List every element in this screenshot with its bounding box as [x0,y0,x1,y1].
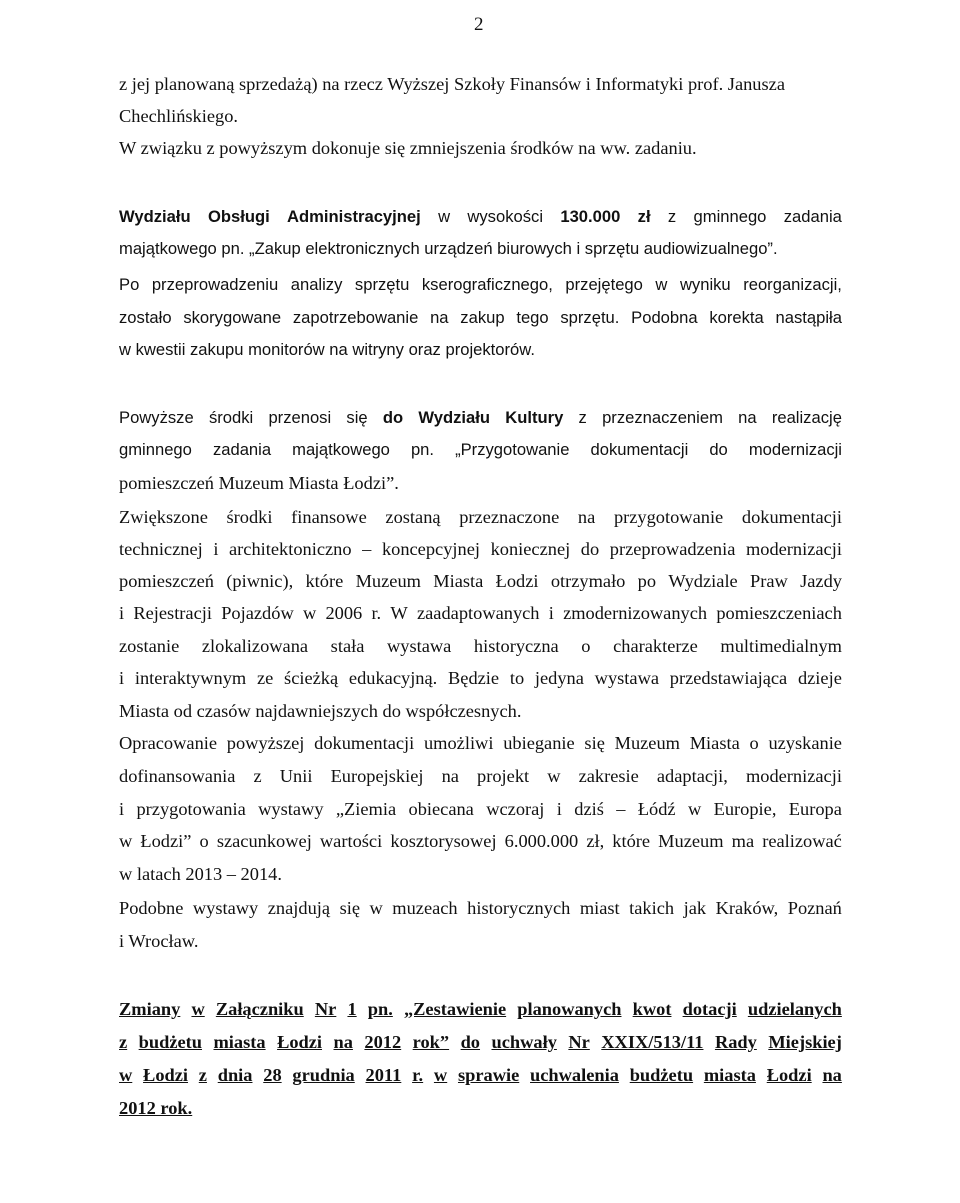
word: w [119,831,133,851]
word: multimedialnym [720,636,842,656]
word: w [369,898,383,918]
word: planowanych [517,999,622,1019]
text-line [119,896,842,920]
word: ze [256,668,274,688]
word: pn. [367,999,393,1019]
line-text: W związku z powyższym dokonuje się zmniejszenia środków na ww. zadaniu. [119,138,697,158]
word: modernizacji [745,766,842,786]
word: z [119,1032,128,1052]
word: Zwiększone [119,507,208,527]
line-text: pomieszczeń Muzeum Miasta Łodzi”. [119,473,399,493]
word: umożliwi [423,733,494,753]
word: Muzeum [658,831,724,851]
word: Łodzi [277,1032,323,1052]
word: Nr [568,1032,590,1052]
word: sprawie [457,1065,520,1085]
text-line [119,666,842,690]
word: i [213,539,219,559]
word: muzeach [392,898,458,918]
word: jedyna [534,668,584,688]
word: jak [683,898,707,918]
word: przeznaczone [459,507,560,527]
word: miasta [213,1032,266,1052]
word: historycznych [467,898,571,918]
word: zł [637,207,651,226]
word: zakup [460,308,505,327]
word: się [339,898,360,918]
line-text: majątkowego pn. „Zakup elektronicznych urządzeń biurowych i sprzętu audiowizualnego”. [119,239,778,258]
word: i [119,799,125,819]
word: wartości [319,831,383,851]
word: z [667,207,677,226]
word: wystawa [386,636,452,656]
text-line [119,731,842,755]
word: r. [371,603,382,623]
word: korekta [709,308,764,327]
word: zostało [119,308,172,327]
word: Administracyjnej [287,207,421,226]
word: „Ziemia [335,799,397,819]
word: – [362,539,372,559]
word: stała [330,636,365,656]
word: na [738,408,757,427]
text-line [119,72,842,96]
word: koncepcyjnej [381,539,480,559]
word: środki [208,408,254,427]
word: obiecana [408,799,474,819]
word: Łodzi [495,571,539,591]
word: przeznaczeniem [602,408,723,427]
text-line [119,104,842,128]
word: Wydziale [668,571,738,591]
word: technicznej [119,539,203,559]
text-line [119,601,842,625]
word: Będzie [448,668,500,688]
line-text: i Wrocław. [119,931,199,951]
heading-line [119,1096,842,1120]
word: miast [579,898,620,918]
word: o [581,636,591,656]
word: XXIX/513/11 [601,1032,704,1052]
word: środki [226,507,273,527]
word: udzielanych [747,999,842,1019]
word: kserograficznego, [421,275,553,294]
word: i [556,799,562,819]
word: Zmiany [119,999,181,1019]
word: przeprowadzenia [609,539,736,559]
word: majątkowego [292,440,390,459]
line-text: Miasta od czasów najdawniejszych do współczesnych. [119,701,522,721]
word: koniecznej [490,539,571,559]
word: dzieje [797,668,842,688]
word: w [687,799,702,819]
word: 6.000.000 [504,831,579,851]
word: realizację [771,408,842,427]
word: zostanie [119,636,180,656]
word: analizy [290,275,343,294]
text-line [119,306,842,330]
word: z [578,408,587,427]
line-text: Chechlińskiego. [119,106,239,126]
word: dokumentacji [314,733,415,753]
word: Poznań [787,898,842,918]
word: Łodzi” [140,831,192,851]
word: do [580,539,600,559]
text-line [119,273,842,297]
word: i [548,603,554,623]
word: Rady [714,1032,757,1052]
word: Łódź [637,799,676,819]
word: dofinansowania [119,766,236,786]
word: zostaną [385,507,441,527]
word: r. [412,1065,424,1085]
heading-line [119,1030,842,1054]
word: pomieszczeń [119,571,214,591]
word: budżetu [629,1065,694,1085]
word: na [577,507,596,527]
word: ubieganie [503,733,575,753]
text-line [119,136,842,160]
word: na [333,1032,353,1052]
word: w [438,207,451,226]
word: tego [516,308,549,327]
line-text: z jej planowaną sprzedażą) na rzecz Wyższej Szkoły Finansów i Informatyki prof. Janusza [119,74,785,94]
word: Wydziału [418,408,490,427]
word: 2012 [364,1032,402,1052]
heading-line [119,1063,842,1087]
word: zakresie [578,766,639,786]
word: przenosi [268,408,332,427]
word: gminnego [693,207,767,226]
word: Kraków, [715,898,779,918]
word: Praw [750,571,788,591]
word: (piwnic), [226,571,294,591]
word: wyniku [679,275,731,294]
word: otrzymało [550,571,626,591]
word: o [749,733,759,753]
word: w [547,766,561,786]
word: Obsługi [207,207,270,226]
word: wysokości [467,207,544,226]
word: – [616,799,626,819]
word: do [382,408,404,427]
word: modernizacji [748,440,842,459]
word: rok” [412,1032,450,1052]
word: przygotowanie [613,507,724,527]
word: Po [119,275,140,294]
line-text: w latach 2013 – 2014. [119,864,282,884]
word: charakterze [613,636,698,656]
word: dziś [574,799,604,819]
word: Nr [314,999,337,1019]
word: grudnia [292,1065,355,1085]
word: w [655,275,668,294]
word: które [305,571,344,591]
word: gminnego [119,440,192,459]
word: Miejskiej [768,1032,842,1052]
word: to [509,668,525,688]
word: z [253,766,262,786]
word: zmodernizowanych [563,603,708,623]
word: miasta [703,1065,756,1085]
text-line [119,764,842,788]
word: uchwalenia [530,1065,619,1085]
word: adaptacji, [656,766,728,786]
word: nastąpiła [775,308,842,327]
word: dokumentacji [741,507,842,527]
word: Kultury [505,408,564,427]
word: zlokalizowana [201,636,309,656]
text-line [119,699,842,723]
word: uchwały [491,1032,557,1052]
word: Unii [279,766,313,786]
word: Europie, [713,799,777,819]
word: Muzeum [614,733,680,753]
word: realizować [762,831,842,851]
word: w [191,999,205,1019]
word: do [460,1032,481,1052]
word: 2006 [325,603,363,623]
word: interaktywnym [134,668,247,688]
word: 2011 [365,1065,402,1085]
word: Pojazdów [221,603,294,623]
word: takich [629,898,675,918]
word: Łodzi [766,1065,812,1085]
word: Muzeum [355,571,421,591]
word: na [430,308,449,327]
word: reorganizacji, [743,275,842,294]
text-line [119,338,842,362]
word: zadania [783,207,842,226]
word: Europejskiej [330,766,424,786]
word: Podobne [119,898,184,918]
word: „Zestawienie [403,999,507,1019]
word: przygotowania [136,799,246,819]
text-line [119,406,842,430]
word: na [822,1065,842,1085]
word: w [119,1065,133,1085]
word: i [119,603,125,623]
text-line [119,237,842,261]
text-line [119,471,842,495]
word: Europa [788,799,842,819]
word: Podobna [631,308,698,327]
word: sprzętu [354,275,410,294]
word: po [637,571,657,591]
word: Wydziału [119,207,191,226]
word: pn. [410,440,435,459]
word: znajdują [267,898,331,918]
text-line [119,438,842,462]
text-line [119,829,842,853]
word: Załączniku [215,999,304,1019]
word: Miasta [689,733,740,753]
line-text: 2012 rok. [119,1098,193,1118]
word: do [709,440,728,459]
word: wystawa [594,668,660,688]
word: architektoniczno [229,539,352,559]
word: pomieszczeniach [716,603,842,623]
word: zadania [212,440,272,459]
word: dokumentacji [590,440,689,459]
word: szacunkowej [216,831,312,851]
word: o [199,831,209,851]
word: Jazdy [800,571,842,591]
text-line [119,797,842,821]
word: modernizacji [745,539,842,559]
word: finansowe [291,507,367,527]
word: dotacji [682,999,737,1019]
word: budżetu [138,1032,203,1052]
heading-line [119,997,842,1021]
text-line [119,929,842,953]
word: w [302,603,317,623]
word: przeprowadzeniu [151,275,279,294]
word: W [390,603,408,623]
word: projekt [477,766,530,786]
word: na [441,766,459,786]
word: Powyższe [119,408,194,427]
word: Miasta [433,571,484,591]
word: Łodzi [143,1065,189,1085]
line-text: w kwestii zakupu monitorów na witryny oraz projektorów. [119,340,535,359]
word: skorygowane [183,308,282,327]
word: zapotrzebowanie [292,308,419,327]
word: które [612,831,651,851]
word: i [119,668,125,688]
word: 130.000 [560,207,621,226]
word: wystawy [258,799,324,819]
text-line [119,205,842,229]
text-line [119,537,842,561]
text-line [119,862,842,886]
word: wystawy [192,898,259,918]
word: Opracowanie [119,733,218,753]
word: dnia [217,1065,253,1085]
word: się [584,733,605,753]
word: 28 [263,1065,282,1085]
word: zaadaptowanych [416,603,540,623]
word: kwot [632,999,672,1019]
word: uzyskanie [768,733,842,753]
word: ma [731,831,755,851]
word: zł, [586,831,605,851]
word: 1 [347,999,357,1019]
word: przedstawiająca [669,668,788,688]
word: edukacyjną. [348,668,438,688]
text-line [119,505,842,529]
word: sprzętu. [560,308,620,327]
word: wczoraj [486,799,545,819]
word: Rejestracji [133,603,212,623]
word: z [198,1065,207,1085]
word: powyższej [226,733,305,753]
word: historyczna [473,636,559,656]
word: przejętego [565,275,643,294]
text-line [119,634,842,658]
word: „Przygotowanie [455,440,570,459]
word: się [346,408,368,427]
word: kosztorysowej [390,831,497,851]
word: ścieżką [284,668,339,688]
text-line [119,569,842,593]
page-number: 2 [474,14,484,35]
word: w [433,1065,448,1085]
